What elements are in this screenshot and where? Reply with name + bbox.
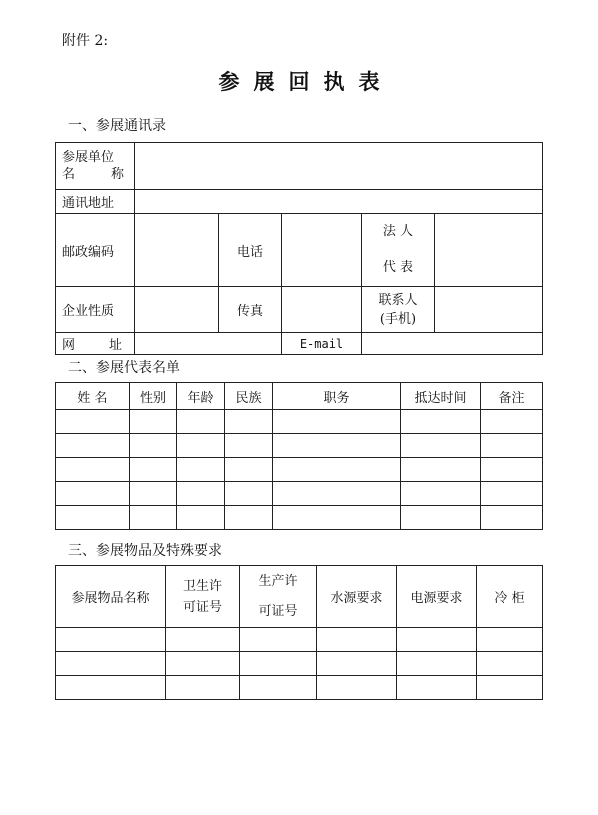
website-label: 网 址 <box>56 333 135 355</box>
contact-person-field[interactable] <box>435 287 543 333</box>
col-fridge: 冷 柜 <box>477 566 543 628</box>
representatives-table <box>55 382 543 530</box>
unit-name-field[interactable] <box>135 143 543 190</box>
address-field[interactable] <box>135 190 543 214</box>
legal-rep-field[interactable] <box>435 214 543 287</box>
legal-rep-label: 法 人 代 表 <box>362 214 435 287</box>
col-gender: 性别 <box>130 383 177 410</box>
attachment-label: 附件 2: <box>62 33 109 49</box>
table-row[interactable] <box>56 676 543 700</box>
email-field[interactable] <box>362 333 543 355</box>
table-row[interactable] <box>56 628 543 652</box>
address-label: 通讯地址 <box>56 190 135 214</box>
col-name: 姓 名 <box>56 383 130 410</box>
postcode-label: 邮政编码 <box>56 214 135 287</box>
phone-label: 电话 <box>219 214 282 287</box>
col-production-permit: 生产许 可证号 <box>240 566 317 628</box>
col-position: 职务 <box>273 383 401 410</box>
contact-table <box>55 142 543 355</box>
phone-field[interactable] <box>282 214 362 287</box>
email-label: E-mail <box>282 333 362 355</box>
unit-name-label: 参展单位 名 称 <box>56 143 135 190</box>
fax-label: 传真 <box>219 287 282 333</box>
fax-field[interactable] <box>282 287 362 333</box>
table-row[interactable] <box>56 482 543 506</box>
page-title: 参展回执表 <box>218 69 394 94</box>
enterprise-nature-label: 企业性质 <box>56 287 135 333</box>
exhibits-table <box>55 565 543 700</box>
postcode-field[interactable] <box>135 214 219 287</box>
col-ethnicity: 民族 <box>225 383 273 410</box>
table-row[interactable] <box>56 434 543 458</box>
section3-heading: 三、参展物品及特殊要求 <box>68 543 222 559</box>
website-field[interactable] <box>135 333 282 355</box>
section2-heading: 二、参展代表名单 <box>68 360 180 376</box>
col-power: 电源要求 <box>397 566 477 628</box>
contact-person-label: 联系人 (手机) <box>362 287 435 333</box>
table-row[interactable] <box>56 506 543 530</box>
col-health-permit: 卫生许 可证号 <box>166 566 240 628</box>
enterprise-nature-field[interactable] <box>135 287 219 333</box>
table-row[interactable] <box>56 458 543 482</box>
col-age: 年龄 <box>177 383 225 410</box>
table-row[interactable] <box>56 410 543 434</box>
section1-heading: 一、参展通讯录 <box>68 118 166 134</box>
table-row[interactable] <box>56 652 543 676</box>
col-arrival-time: 抵达时间 <box>401 383 481 410</box>
col-remarks: 备注 <box>481 383 543 410</box>
col-water: 水源要求 <box>317 566 397 628</box>
col-item-name: 参展物品名称 <box>56 566 166 628</box>
